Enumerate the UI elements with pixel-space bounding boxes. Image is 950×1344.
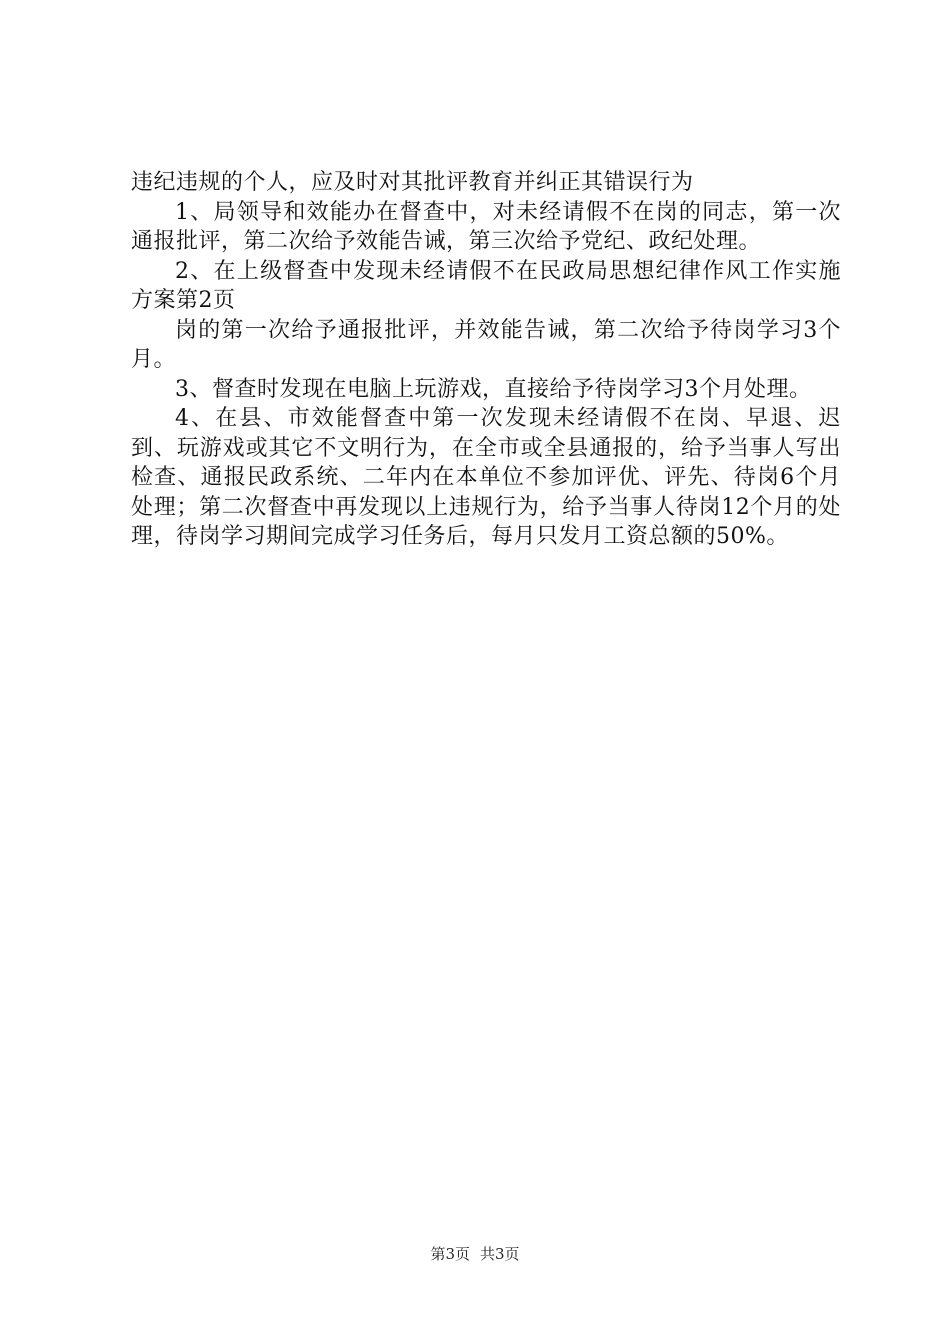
paragraph-item-2: 2、在上级督查中发现未经请假不在民政局思想纪律作风工作实施方案第2页 <box>131 258 841 313</box>
page-footer <box>0 1243 950 1264</box>
document-body <box>131 168 841 552</box>
paragraph-item-3: 3、督查时发现在电脑上玩游戏，直接给予待岗学习3个月处理。 <box>175 376 812 402</box>
page-total: 共3页 <box>480 1245 520 1263</box>
paragraph-item-4: 4、在县、市效能督查中第一次发现未经请假不在岗、早退、迟到、玩游戏或其它不文明行为，在全市或全县通报的，给予当事人写出检查、通报民政系统、二年内在本单位不参加评优、评先、待岗6个月处理；第二次督查中再发现以上违规行为，给予当事人待岗12个月的处理，待岗学习期间完成学习任务后，每月只发月工资总额的50%。 <box>131 406 841 549</box>
paragraph-intro: 违纪违规的个人，应及时对其批评教育并纠正其错误行为 <box>131 170 694 195</box>
page-number: 第3页 <box>430 1245 470 1263</box>
paragraph-item-2-continued: 岗的第一次给予通报批评，并效能告诫，第二次给予待岗学习3个月。 <box>131 317 841 372</box>
paragraph-item-1: 1、局领导和效能办在督查中，对未经请假不在岗的同志，第一次通报批评，第二次给予效能告诫，第三次给予党纪、政纪处理。 <box>131 199 841 254</box>
